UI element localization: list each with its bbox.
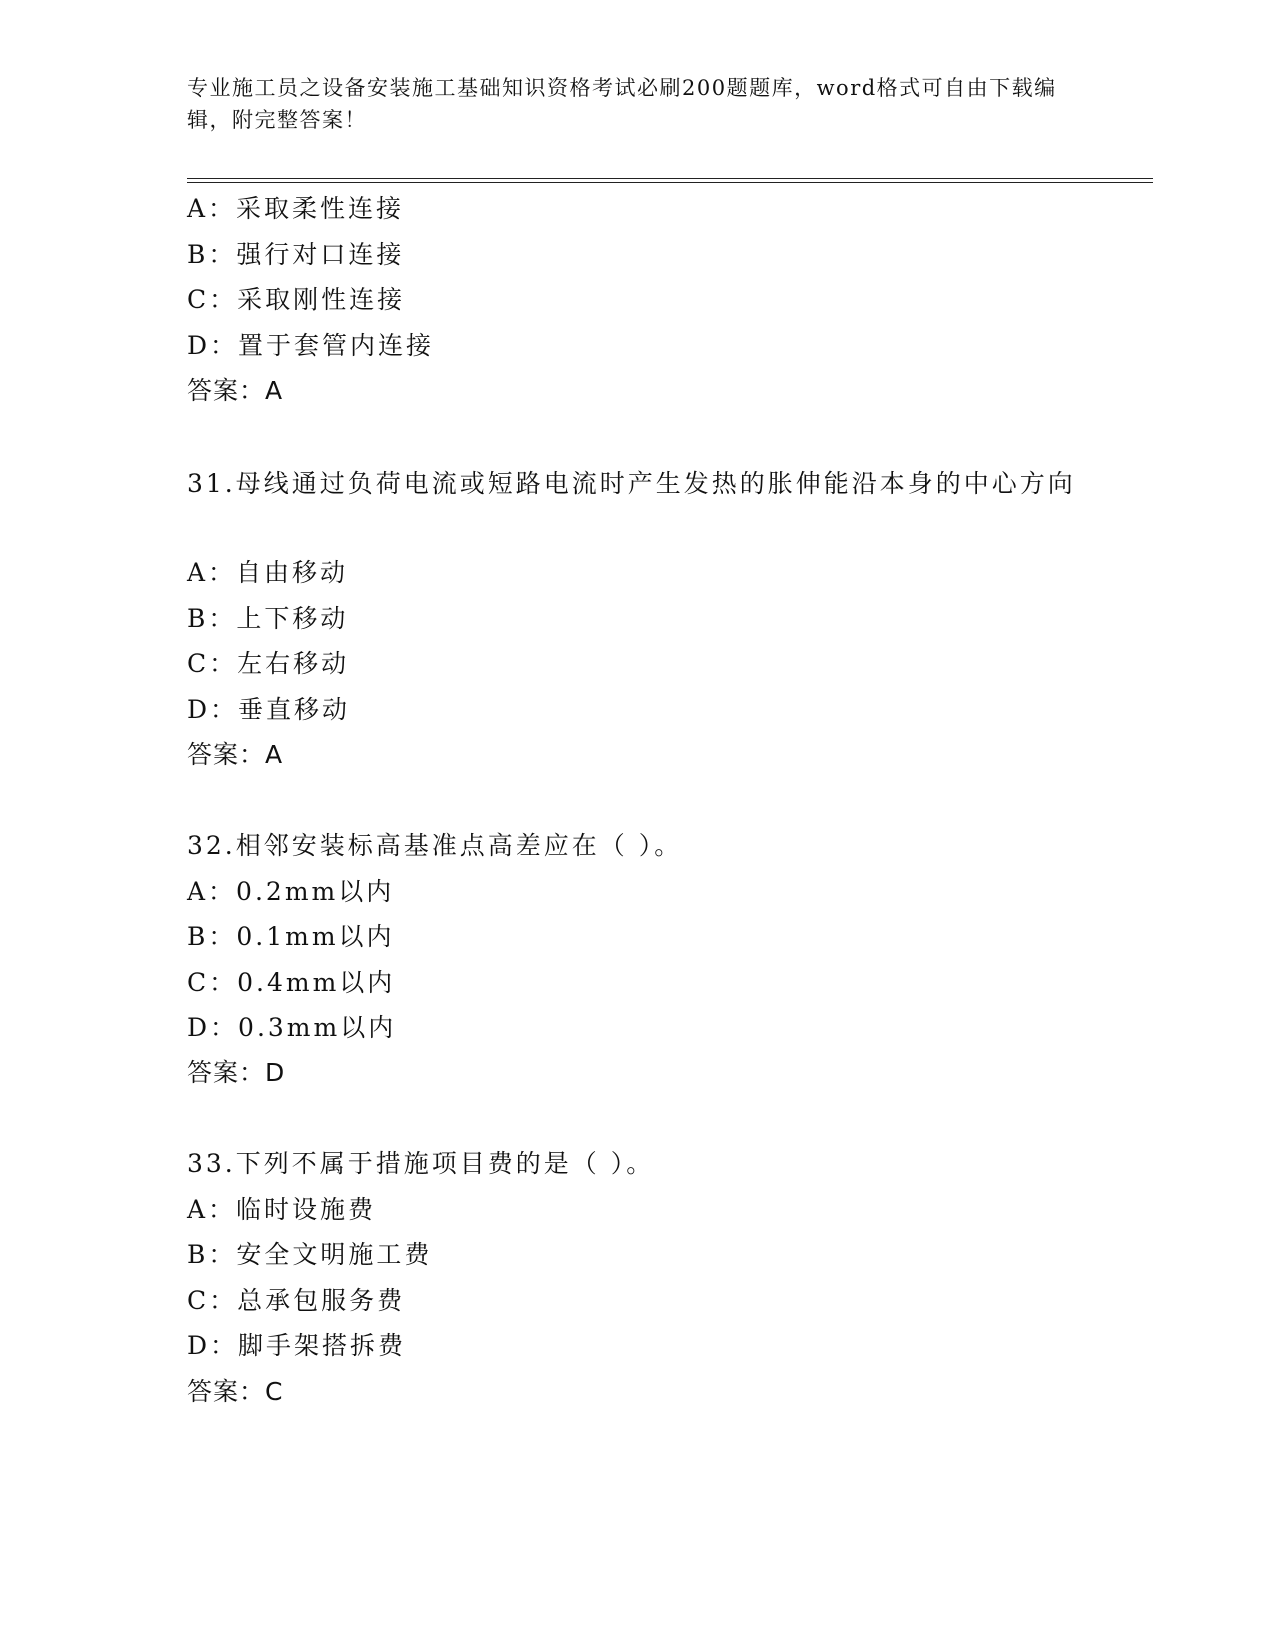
option-b: B：安全文明施工费 <box>187 1240 433 1269</box>
option-d: D：0.3mm以内 <box>187 1013 397 1042</box>
header-divider-top <box>187 178 1153 179</box>
option-c: C：左右移动 <box>187 649 350 678</box>
question-33: 33.下列不属于措施项目费的是（ ）。 <box>187 1149 655 1178</box>
answer-line: 答案：D <box>187 1058 286 1087</box>
answer-line: 答案：A <box>187 740 284 769</box>
answer-line: 答案：A <box>187 376 284 405</box>
header-divider-bottom <box>187 182 1153 183</box>
option-d: D：置于套管内连接 <box>187 331 435 360</box>
option-d: D：垂直移动 <box>187 695 351 724</box>
option-a: A：0.2mm以内 <box>187 877 395 906</box>
option-a: A：自由移动 <box>187 558 349 587</box>
option-c: C：0.4mm以内 <box>187 968 396 997</box>
option-c: C：采取刚性连接 <box>187 285 406 314</box>
option-b: B：上下移动 <box>187 604 349 633</box>
option-d: D：脚手架搭拆费 <box>187 1331 407 1360</box>
question-31: 31.母线通过负荷电流或短路电流时产生发热的胀伸能沿本身的中心方向 <box>187 469 1076 498</box>
option-b: B：0.1mm以内 <box>187 922 395 951</box>
answer-line: 答案：C <box>187 1377 284 1406</box>
document-header: 专业施工员之设备安装施工基础知识资格考试必刷200题题库，word格式可自由下载编辑，附完整答案！ <box>187 76 1057 132</box>
option-c: C：总承包服务费 <box>187 1286 406 1315</box>
option-a: A：采取柔性连接 <box>187 194 405 223</box>
option-b: B：强行对口连接 <box>187 240 405 269</box>
option-a: A：临时设施费 <box>187 1195 377 1224</box>
question-32: 32.相邻安装标高基准点高差应在（ ）。 <box>187 831 683 860</box>
